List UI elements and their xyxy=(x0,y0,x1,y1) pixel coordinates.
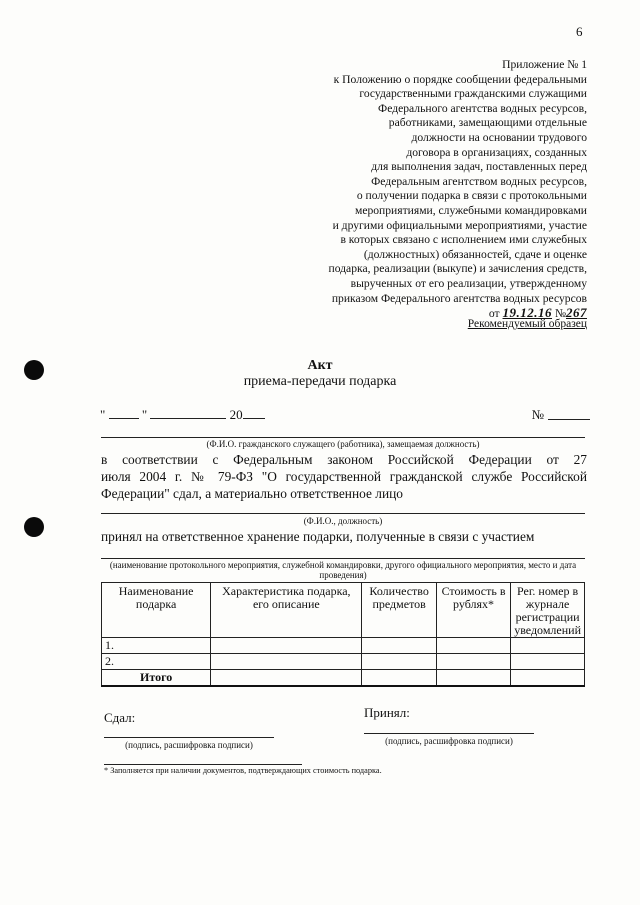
appendix-line: вырученных от его реализации, утвержденному xyxy=(350,276,587,290)
appendix-line: для выполнения задач, поставленных перед xyxy=(371,160,587,174)
column-header: Рег. номер в журнале регистрации уведомлений xyxy=(511,583,585,638)
appendix-line: Федеральным агентством водных ресурсов, xyxy=(371,174,587,188)
accepted-text: принял на ответственное хранение подарки, полученные в связи с участием xyxy=(101,529,535,544)
responsible-field[interactable] xyxy=(101,513,585,514)
number-label: № xyxy=(531,407,544,422)
appendix-line: договора в организациях, созданных xyxy=(406,145,587,159)
employee-caption: (Ф.И.О. гражданского служащего (работника), замещаемая должность) xyxy=(206,439,480,449)
quote-open: " xyxy=(100,407,106,422)
order-prefix: от xyxy=(488,307,500,321)
responsible-caption: (Ф.И.О., должность) xyxy=(303,516,383,526)
table-header-row xyxy=(102,583,585,638)
appendix-line: государственными гражданскими служащими xyxy=(359,87,587,101)
body-line: июля 2004 г. № 79-ФЗ "О государственной гражданской службе Российской xyxy=(101,469,587,484)
table-cell[interactable] xyxy=(211,654,362,670)
appendix-line: к Положению о порядке сообщении федеральными xyxy=(333,72,587,86)
table-cell[interactable] xyxy=(511,638,585,654)
body-paragraph xyxy=(101,451,587,502)
body-line: в соответствии с Федеральным законом Российской Федерации от 27 xyxy=(101,452,587,467)
table-cell[interactable] xyxy=(436,654,510,670)
event-field[interactable] xyxy=(101,558,585,559)
table-row xyxy=(102,654,585,670)
punch-hole xyxy=(24,517,44,537)
received-signature-field[interactable] xyxy=(364,733,534,734)
table-row xyxy=(102,638,585,654)
appendix-line: Федерального агентства водных ресурсов, xyxy=(378,101,587,115)
table-cell[interactable] xyxy=(362,654,437,670)
received-signature-caption: (подпись, расшифровка подписи) xyxy=(385,736,513,746)
body-line: Федерации" сдал, а материально ответственное лицо xyxy=(101,486,403,501)
table-cell[interactable] xyxy=(436,638,510,654)
order-no-label: № xyxy=(554,307,566,321)
document-subtitle: приема-передачи подарка xyxy=(243,374,397,389)
appendix-line: подарка, реализации (выкупе) и зачисления средств, xyxy=(328,262,587,276)
number-field[interactable] xyxy=(548,419,590,420)
appendix-header xyxy=(257,58,587,322)
total-label: Итого xyxy=(102,670,211,687)
column-header: Характеристика подарка, его описание xyxy=(211,583,362,638)
month-field[interactable] xyxy=(150,418,226,419)
appendix-line: о получении подарка в связи с протокольными xyxy=(356,189,587,203)
gifts-table xyxy=(101,582,585,687)
appendix-line: (должностных) обязанностей, сдаче и оценке xyxy=(363,247,587,261)
table-cell[interactable] xyxy=(211,670,362,687)
appendix-line: и другими официальными мероприятиями, участие xyxy=(332,218,587,232)
page-number: 6 xyxy=(576,24,583,39)
appendix-line: работниками, замещающими отдельные xyxy=(388,116,587,130)
table-cell[interactable] xyxy=(436,670,510,687)
table-cell[interactable] xyxy=(362,670,437,687)
gave-signature-field[interactable] xyxy=(104,737,274,738)
order-date: 19.12.16 xyxy=(502,305,553,321)
year-prefix: 20 xyxy=(229,407,243,422)
appendix-line: мероприятиями, служебными командировками xyxy=(354,203,587,217)
day-field[interactable] xyxy=(109,418,139,419)
table-cell[interactable]: 2. xyxy=(102,654,211,670)
column-header: Количество предметов xyxy=(362,583,437,638)
event-caption: (наименование протокольного мероприятия, служебной командировки, другого официального мероприятия, место и дата проведения) xyxy=(109,560,577,580)
table-cell[interactable] xyxy=(211,638,362,654)
sample-label: Рекомендуемый образец xyxy=(467,318,587,330)
date-line xyxy=(100,407,590,423)
appendix-line: должности на основании трудового xyxy=(411,130,587,144)
appendix-line: Приложение № 1 xyxy=(502,58,587,71)
footnote-separator xyxy=(104,764,302,765)
gave-signature-caption: (подпись, расшифровка подписи) xyxy=(125,740,253,750)
gave-label: Сдал: xyxy=(104,710,136,725)
year-field[interactable] xyxy=(243,418,265,419)
table-total-row xyxy=(102,670,585,687)
received-label: Принял: xyxy=(364,705,410,720)
column-header: Наименование подарка xyxy=(102,583,211,638)
footnote: * Заполняется при наличии документов, подтверждающих стоимость подарка. xyxy=(104,766,382,775)
quote-close: " xyxy=(141,407,148,422)
column-header: Стоимость в рублях* xyxy=(436,583,510,638)
employee-field[interactable] xyxy=(101,437,585,438)
appendix-line: приказом Федерального агентства водных ресурсов xyxy=(331,291,587,305)
table-cell[interactable] xyxy=(511,670,585,687)
table-cell[interactable]: 1. xyxy=(102,638,211,654)
appendix-line: в которых связано с исполнением ими служебных xyxy=(340,233,587,247)
table-cell[interactable] xyxy=(511,654,585,670)
table-cell[interactable] xyxy=(362,638,437,654)
order-number: 267 xyxy=(566,305,587,321)
document-title: Акт xyxy=(307,358,333,373)
